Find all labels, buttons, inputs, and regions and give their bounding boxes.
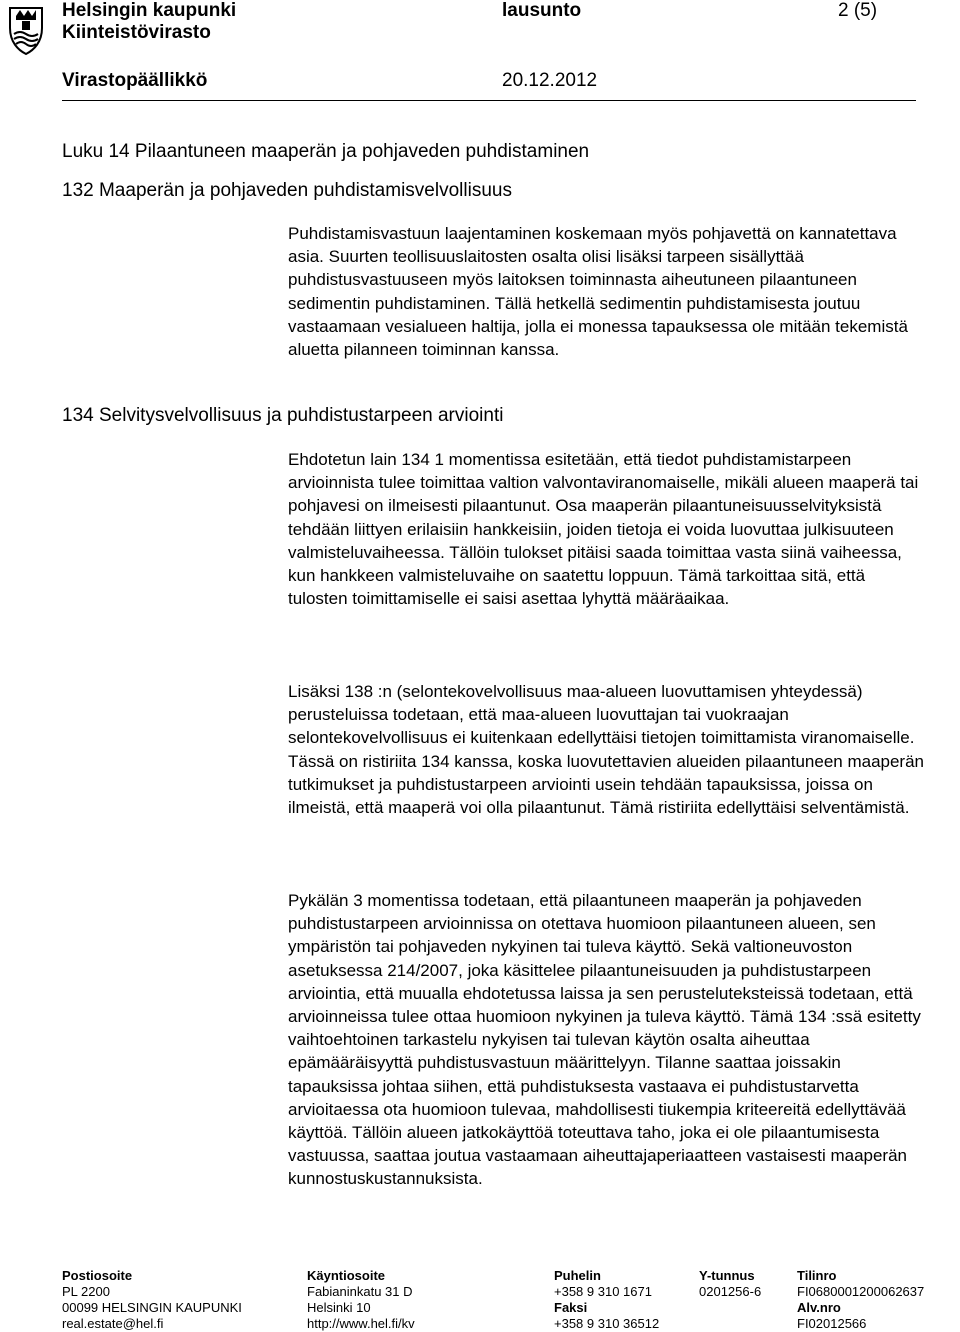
section-134-paragraph-1: [288, 448, 928, 610]
footer-email[interactable]: real.estate@hel.fi: [62, 1316, 164, 1331]
paragraph: Ehdotetun lain 134 1 momentissa esitetään, että tiedot puhdistamistarpeen arvioinnista tulee toimittaa valtion valvontaviranomaiselle, mikäli alueen maaperä tai pohjavesi on ilmeisesti pilaantunut. Osa maaperän pilaantuneisuusselvityksistä tehdään liittyen erilaisiin hankkeisiin, joiden tietoja ei voida luovuttaa julkisuuteen valmisteluvaiheessa. Tällöin tulokset pitäisi saada toimittaa vasta siinä vaiheessa, kun hankkeen valmisteluvaihe on saatettu loppuun. Tämä tarkoittaa sitä, että tulosten toimittamiselle ei saisi asettaa lyhyttä määräaikaa.: [288, 450, 919, 609]
page-number: 2 (5): [838, 0, 878, 21]
paragraph: Pykälän 3 momentissa todetaan, että pilaantuneen maaperän ja pohjaveden puhdistustarpeen arvioinnissa on otettava huomioon pilaantuneen alueen, sen ympäristön tai pohjaveden nykyinen tai tuleva käyttö. Sekä valtioneuvoston asetuksessa 214/2007, joka käsittelee pilaantuneisuuden ja puhdistustarpeen arviointia, että muualla ehdotetussa laissa ja sen perusteluteksteissä todetaan, että arvioinneissa tulee ottaa huomioon nykyinen ja tuleva käyttö. Tämä 134 :ssä esitetty vaihtoehtoinen tarkastelu nykyisen tai tulevan käytön osalta aiheuttaa epämääräisyyttä puhdistusvastuun määrittelyyn. Tilanne saattaa joissakin tapauksissa johtaa siihen, että puhdistuksesta vastaava ei puhdistustarvetta arvioitaessa ota huomioon tulevaa, mahdollisesti tiukempia kriteereitä edellyttävää käyttöä. Tällöin alueen jatkokäyttöä toteuttava taho, joka ei ole pilaantumisesta vastuussa, saattaa joutua vastaamaan aiheuttajaperiaatteen vastaisesti maaperän kunnostuskustannuksista.: [288, 891, 921, 1189]
footer-value: Helsinki 10: [307, 1300, 371, 1315]
footer-label: Postiosoite: [62, 1268, 133, 1283]
document-type: lausunto: [502, 0, 582, 21]
author-role: Virastopäällikkö: [62, 70, 208, 91]
department-name: Kiinteistövirasto: [62, 22, 211, 43]
footer-label: Tilinro: [797, 1268, 837, 1283]
footer-value: FI02012566: [797, 1316, 867, 1331]
footer-label: Faksi: [554, 1300, 588, 1315]
footer-business-id: [699, 1268, 761, 1300]
footer-value: FI0680001200062637: [797, 1284, 925, 1299]
section-134-paragraph-3: [288, 889, 928, 1191]
footer-label: Käyntiosoite: [307, 1268, 386, 1283]
footer-account: [797, 1268, 924, 1332]
footer-value: +358 9 310 1671: [554, 1284, 652, 1299]
footer-value: 00099 HELSINGIN KAUPUNKI: [62, 1300, 242, 1315]
section-134-heading: 134 Selvitysvelvollisuus ja puhdistustarpeen arviointi: [62, 405, 504, 426]
header-divider: [62, 100, 916, 101]
footer-value: PL 2200: [62, 1284, 110, 1299]
chapter-heading: Luku 14 Pilaantuneen maaperän ja pohjaveden puhdistaminen: [62, 141, 590, 162]
footer-postal-address: [62, 1268, 242, 1332]
footer-visiting-address: [307, 1268, 415, 1332]
footer-label: Puhelin: [554, 1268, 601, 1283]
organization-name: Helsingin kaupunki: [62, 0, 237, 21]
section-132-heading: 132 Maaperän ja pohjaveden puhdistamisvelvollisuus: [62, 180, 512, 201]
footer-label: Y-tunnus: [699, 1268, 755, 1283]
footer-website-link[interactable]: http://www.hel.fi/kv: [307, 1316, 415, 1331]
section-134-paragraph-2: [288, 680, 928, 819]
paragraph: Lisäksi 138 :n (selontekovelvollisuus maa-alueen luovuttamisen yhteydessä) perusteluissa todetaan, että maa-alueen luovuttajan tai vuokraajan selontekovelvollisuus ei kuitenkaan edellyttäisi tietojen toimittamista viranomaiselle. Tässä on ristiriita 134 kanssa, koska luovutettavien alueiden pilaantuneen maaperän tutkimukset ja puhdistustarpeen arviointi usein tehdään tapauksissa, joissa on ilmeistä, että maaperä voi olla pilaantunut. Tämä ristiriita edellyttäisi selventämistä.: [288, 682, 925, 818]
footer-value: +358 9 310 36512: [554, 1316, 660, 1331]
footer-value: Fabianinkatu 31 D: [307, 1284, 413, 1299]
footer-phone: [554, 1268, 659, 1332]
section-132-paragraph: [288, 222, 928, 361]
footer-value: 0201256-6: [699, 1284, 762, 1299]
paragraph: Puhdistamisvastuun laajentaminen koskemaan myös pohjavettä on kannatettava asia. Suurten teollisuuslaitosten osalta olisi lisäksi tarpeen sisällyttää puhdistusvastuuseen myös laitoksen toiminnasta aiheutuneen pilaantuneen sedimentin puhdistaminen. Tällä hetkellä sedimentin puhdistamisesta joutuu vastaamaan vesialueen haltija, jolla ei monessa tapauksessa ole mitään tekemistä aluetta pilanneen toiminnan kanssa.: [288, 224, 908, 360]
footer-label: Alv.nro: [797, 1300, 841, 1315]
document-date: 20.12.2012: [502, 70, 598, 91]
helsinki-crest-icon: [4, 4, 48, 56]
